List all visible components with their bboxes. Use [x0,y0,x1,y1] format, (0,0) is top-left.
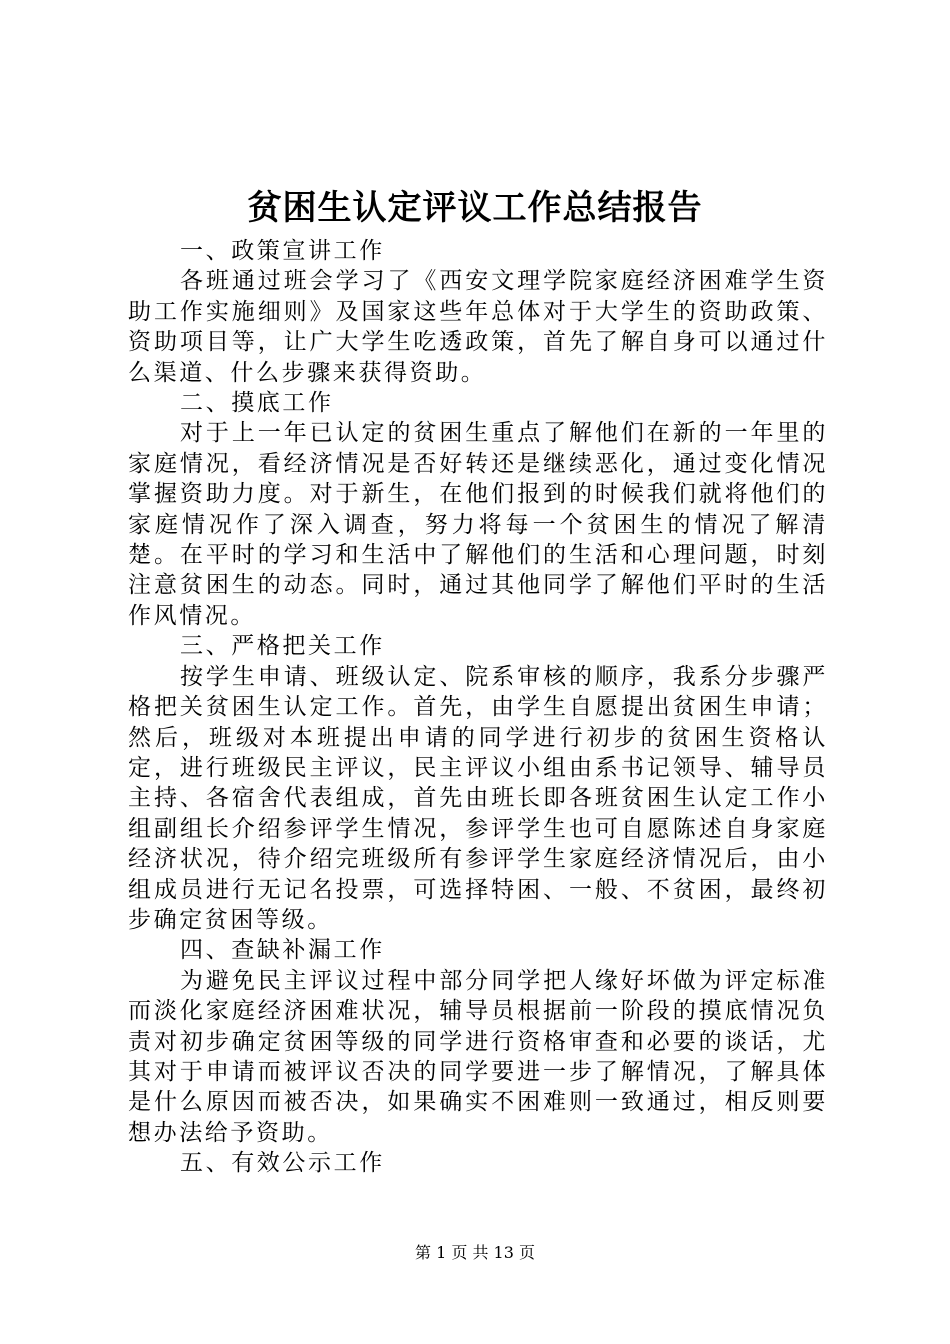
page-number-footer: 第 1 页 共 13 页 [415,1243,535,1262]
section-heading: 二、摸底工作 [180,390,334,417]
section-paragraph: 对于上一年已认定的贫困生重点了解他们在新的一年里的家庭情况，看经济情况是否好转还是继续恶化，通过变化情况掌握资助力度。对于新生，在他们报到的时候我们就将他们的家庭情况作了深入调查，努力将每一个贫困生的情况了解清楚。在平时的学习和生活中了解他们的生活和心理问题，时刻注意贫困生的动态。同时，通过其他同学了解他们平时的生活作风情况。 [128,420,828,629]
section-survey [128,388,828,631]
section-paragraph: 按学生申请、班级认定、院系审核的顺序，我系分步骤严格把关贫困生认定工作。首先，由学生自愿提出贫困生申请；然后，班级对本班提出申请的同学进行初步的贫困生资格认定，进行班级民主评议，民主评议小组由系书记领导、辅导员主持、各宿舍代表组成，首先由班长即各班贫困生认定工作小组副组长介绍参评学生情况，参评学生也可自愿陈述自身家庭经济状况，待介绍完班级所有参评学生家庭经济情况后，由小组成员进行无记名投票，可选择特困、一般、不贫困，最终初步确定贫困等级。 [128,663,828,933]
section-review [128,631,828,935]
section-publicity [128,1148,828,1178]
section-policy [128,236,828,388]
section-heading: 一、政策宣讲工作 [180,238,385,264]
section-heading: 四、查缺补漏工作 [180,937,385,964]
section-heading: 三、严格把关工作 [180,633,385,660]
section-check [128,935,828,1148]
document-body [128,236,828,1179]
section-heading: 五、有效公示工作 [180,1150,385,1177]
document-title: 贫困生认定评议工作总结报告 [247,188,703,228]
section-paragraph: 为避免民主评议过程中部分同学把人缘好坏做为评定标准而淡化家庭经济困难状况，辅导员根据前一阶段的摸底情况负责对初步确定贫困等级的同学进行资格审查和必要的谈话，尤其对于申请而被评议否决的同学要进一步了解情况，了解具体是什么原因而被否决，如果确实不困难则一致通过，相反则要想办法给予资助。 [128,967,828,1146]
section-paragraph: 各班通过班会学习了《西安文理学院家庭经济困难学生资助工作实施细则》及国家这些年总体对于大学生的资助政策、资助项目等，让广大学生吃透政策，首先了解自身可以通过什么渠道、什么步骤来获得资助。 [128,268,828,386]
